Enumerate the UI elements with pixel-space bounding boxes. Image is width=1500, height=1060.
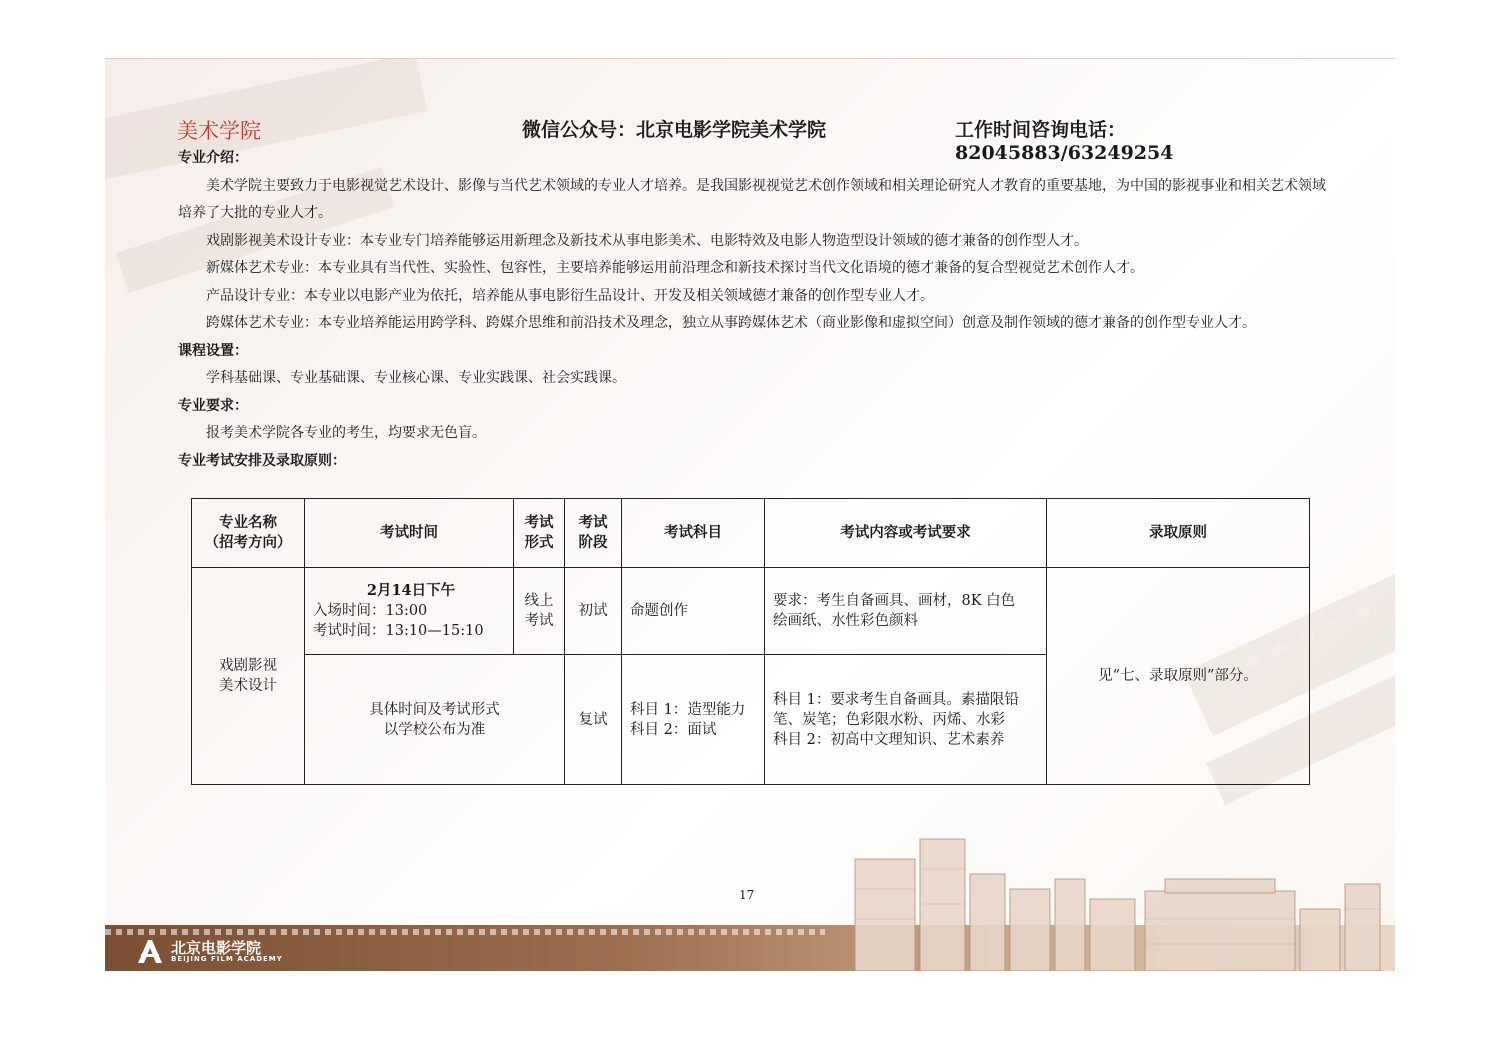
round2-content-line3: 科目 2：初高中文理知识、艺术素养 (773, 731, 1005, 748)
major-line2: 美术设计 (219, 678, 277, 694)
intro-paragraph: 新媒体艺术专业：本专业具有当代性、实验性、包容性，主要培养能够运用前沿理念和新技术探讨当代文化语境的德才兼备的复合型视觉艺术创作人才。 (206, 260, 1144, 276)
exam-schedule-table (191, 498, 1310, 785)
round2-time-line1: 具体时间及考试形式 (369, 701, 500, 718)
major-line1: 戏剧影视 (219, 658, 277, 674)
header-major-line2: （招考方向） (204, 534, 292, 551)
requirements-text: 报考美术学院各专业的考生，均要求无色盲。 (206, 425, 486, 441)
header-form (514, 499, 565, 568)
header-form-line1: 考试 (524, 514, 554, 531)
round1-form-line2: 考试 (524, 613, 554, 629)
intro-paragraph: 戏剧影视美术设计专业：本专业专门培养能够运用新理念及新技术从事电影美术、电影特效及电影人物造型设计领域的德才兼备的创作型人才。 (206, 232, 1088, 249)
round2-subject-line1: 科目 1：造型能力 (630, 701, 746, 718)
intro-heading: 专业介绍： (178, 150, 248, 166)
header-major (192, 499, 305, 568)
round1-form-cell (514, 568, 565, 655)
courses-text: 学科基础课、专业基础课、专业核心课、专业实践课、社会实践课。 (206, 370, 626, 386)
college-title: 美术学院 (177, 119, 261, 143)
round2-subject-line2: 科目 2：面试 (630, 721, 717, 738)
consult-phone: 工作时间咨询电话：82045883/63249254 (955, 119, 1174, 164)
exam-heading: 专业考试安排及录取原则： (178, 452, 346, 469)
academy-name-en: BEIJING FILM ACADEMY (171, 955, 283, 963)
requirements-heading: 专业要求： (178, 397, 248, 414)
header-subject: 考试科目 (622, 499, 765, 568)
academy-logo-icon (135, 937, 165, 965)
header-stage-line1: 考试 (578, 514, 608, 531)
table-row (192, 568, 1310, 655)
film-perforation-decoration (105, 929, 825, 935)
intro-paragraph: 跨媒体艺术专业：本专业培养能运用跨学科、跨媒介思维和前沿技术及理念，独立从事跨媒体艺术（商业影像和虚拟空间）创意及制作领域的德才兼备的创作型专业人才。 (206, 315, 1256, 331)
admission-cell: 见“七、录取原则”部分。 (1047, 568, 1310, 785)
round2-content-line2: 笔、炭笔；色彩限水粉、丙烯、水彩 (773, 711, 1005, 728)
academy-name-cn: 北京电影学院 (171, 939, 262, 957)
header-admission: 录取原则 (1047, 499, 1310, 568)
header-stage-line2: 阶段 (578, 534, 608, 551)
header-time: 考试时间 (305, 499, 514, 568)
round2-content-cell (765, 655, 1047, 785)
round1-time-cell (305, 568, 514, 655)
round1-content-cell (765, 568, 1047, 655)
round1-date: 2月14日下午 (366, 582, 456, 599)
round1-form-line1: 线上 (524, 593, 554, 609)
courses-heading: 课程设置： (178, 342, 248, 359)
round2-subject-cell (622, 655, 765, 785)
header-stage (565, 499, 622, 568)
round1-subject-cell: 命题创作 (622, 568, 765, 655)
round1-content-line1: 要求：考生自备画具、画材，8K 白色 (773, 593, 1016, 609)
round1-stage-cell: 初试 (565, 568, 622, 655)
table-header-row (192, 499, 1310, 568)
header-content: 考试内容或考试要求 (765, 499, 1047, 568)
major-cell (192, 568, 305, 785)
page-number: 17 (739, 888, 755, 902)
intro-paragraph: 产品设计专业：本专业以电影产业为依托，培养能从事电影衍生品设计、开发及相关领域德才兼备的创作型专业人才。 (206, 287, 934, 304)
round2-time-line2: 以学校公布为准 (383, 721, 486, 738)
wechat-account: 微信公众号：北京电影学院美术学院 (522, 119, 827, 141)
page (105, 58, 1395, 971)
round1-entry-time: 入场时间：13:00 (313, 603, 428, 619)
main-content (178, 145, 1328, 475)
round2-content-line1: 科目 1：要求考生自备画具。素描限铅 (773, 691, 1019, 708)
intro-paragraph: 美术学院主要致力于电影视觉艺术设计、影像与当代艺术领域的专业人才培养。是我国影视视觉艺术创作领域和相关理论研究人才教育的重要基地，为中国的影视事业和相关艺术领域培养了大批的专业人才。 (178, 177, 1326, 221)
city-skyline-illustration (745, 829, 1395, 971)
round2-stage-cell: 复试 (565, 655, 622, 785)
round1-content-line2: 绘画纸、水性彩色颜料 (773, 613, 918, 629)
header-major-line1: 专业名称 (219, 514, 277, 531)
header-form-line2: 形式 (524, 534, 554, 551)
round1-exam-time: 考试时间：13:10—15:10 (313, 623, 484, 639)
round2-time-cell (305, 655, 565, 785)
